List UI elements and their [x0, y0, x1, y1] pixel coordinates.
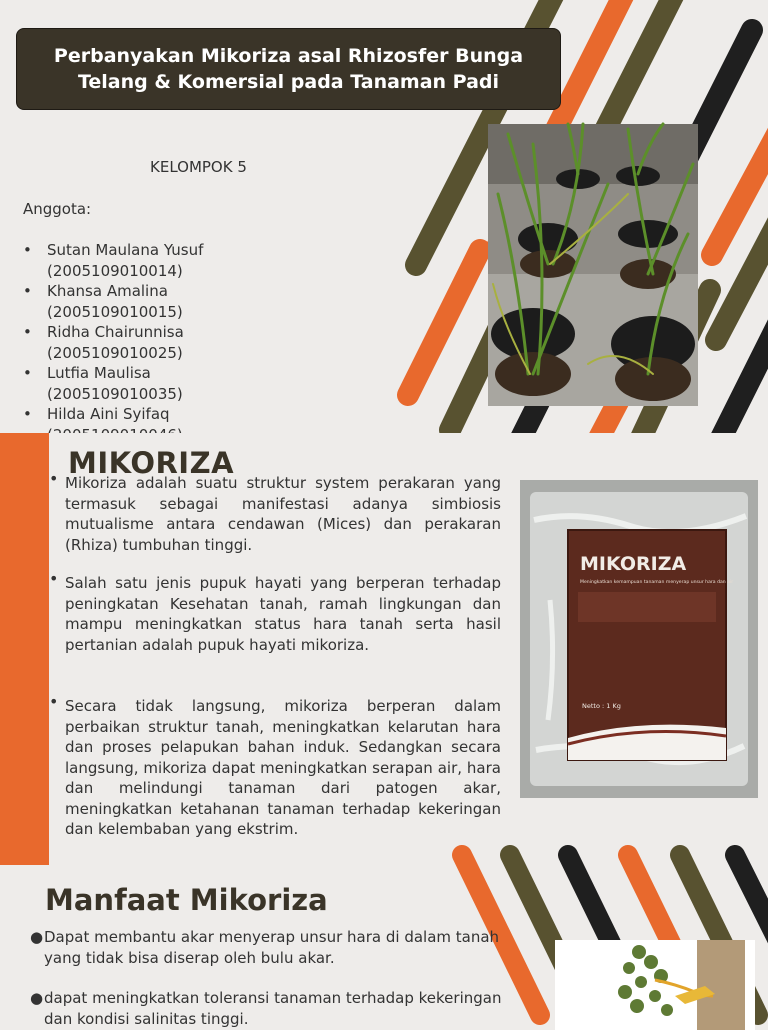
list-item: [23, 363, 203, 404]
member-name: • Ridha Chairunnisa: [47, 323, 184, 341]
section-heading: MIKORIZA: [68, 446, 235, 480]
list-item: [30, 927, 508, 968]
paragraph: • Salah satu jenis pupuk hayati yang berperan terhadap peningkatan Kesehatan tanah, ramah lingkungan dan mampu meningkatkan status hara tanah serta hasil pertanian adalah pupuk hayati mikoriza.: [49, 569, 501, 654]
member-id: (2005109010035): [47, 384, 183, 403]
list-item: [30, 988, 508, 1029]
section-heading: Manfaat Mikoriza: [45, 883, 328, 917]
list-item: [23, 240, 203, 281]
paragraph: • Mikoriza adalah suatu struktur system perakaran yang termasuk sebagai manifestasi adanya simbiosis mutualisme antara cendawan (Mices) dan perakaran (Rhiza) tumbuhan tinggi.: [49, 469, 501, 554]
paragraph-text: Mikoriza adalah suatu struktur system perakaran yang termasuk sebagai manifestasi adanya simbiosis mutualisme antara cendawan (Mices) dan perakaran (Rhiza) tumbuhan tinggi.: [65, 474, 501, 554]
member-id: (2005109010025): [47, 343, 183, 362]
member-name: • Lutfia Maulisa: [47, 364, 151, 382]
slide-title-text: Perbanyakan Mikoriza asal Rhizosfer Bunga Telang & Komersial pada Tanaman Padi: [53, 45, 524, 93]
paragraph: • Secara tidak langsung, mikoriza berperan dalam perbaikan struktur tanah, meningkatkan kelarutan hara dan proses pelapukan bahan induk. Sedangkan secara langsung, mikoriza dapat meningkatkan serapan air, hara dan melindungi tanaman dari patogen akar, meningkatkan ketahanan tanaman terhadap kekeringan dan kelembaban yang ekstrim.: [49, 692, 501, 838]
title-banner: [16, 28, 561, 110]
slide-mikoriza: [0, 433, 768, 865]
list-item: [23, 281, 203, 322]
member-name: • Khansa Amalina: [47, 282, 168, 300]
package-subtitle-text: Meningkatkan kemampuan tanaman menyerap unsur hara dan air: [580, 580, 734, 585]
member-list: [23, 240, 203, 445]
members-label: Anggota:: [23, 200, 92, 218]
list-item-text: Dapat membantu akar menyerap unsur hara di dalam tanah yang tidak bisa diserap oleh bulu akar.: [44, 928, 500, 967]
member-id: (2005109010014): [47, 261, 183, 280]
member-name: • Sutan Maulana Yusuf: [47, 241, 204, 259]
group-label: KELOMPOK 5: [150, 158, 247, 176]
package-netto-text: Netto : 1 Kg: [582, 702, 621, 710]
member-id: (2005109010015): [47, 302, 183, 321]
bullet-icon: ●: [30, 989, 44, 1007]
list-item: [23, 322, 203, 363]
member-name: • Hilda Aini Syifaq: [47, 405, 170, 423]
paragraph-text: Secara tidak langsung, mikoriza berperan dalam perbaikan struktur tanah, meningkatkan kelarutan hara dan proses pelapukan bahan induk. Sedangkan secara langsung, mikoriza dapat meningkatkan serapan air, hara dan melindungi tanaman dari patogen akar, meningkatkan ketahanan tanaman terhadap kekeringan dan kelembaban yang ekstrim.: [65, 697, 501, 838]
orange-side-bar: [0, 433, 49, 865]
slide-title: [0, 0, 768, 433]
rice-plants-photo: [488, 124, 698, 406]
package-brand-text: MIKORIZA: [580, 553, 687, 575]
mikoriza-package-photo: [520, 480, 758, 798]
bullet-icon: ●: [30, 928, 44, 946]
stripe: [712, 110, 768, 255]
slide-manfaat: [0, 865, 768, 1028]
paragraph-text: Salah satu jenis pupuk hayati yang berperan terhadap peningkatan Kesehatan tanah, ramah lingkungan dan mampu meningkatkan status hara tanah serta hasil pertanian adalah pupuk hayati mikoriza.: [65, 574, 501, 654]
list-item-text: dapat meningkatkan toleransi tanaman terhadap kekeringan dan kondisi salinitas tinggi.: [44, 989, 502, 1028]
root-illustration: [555, 940, 755, 1030]
